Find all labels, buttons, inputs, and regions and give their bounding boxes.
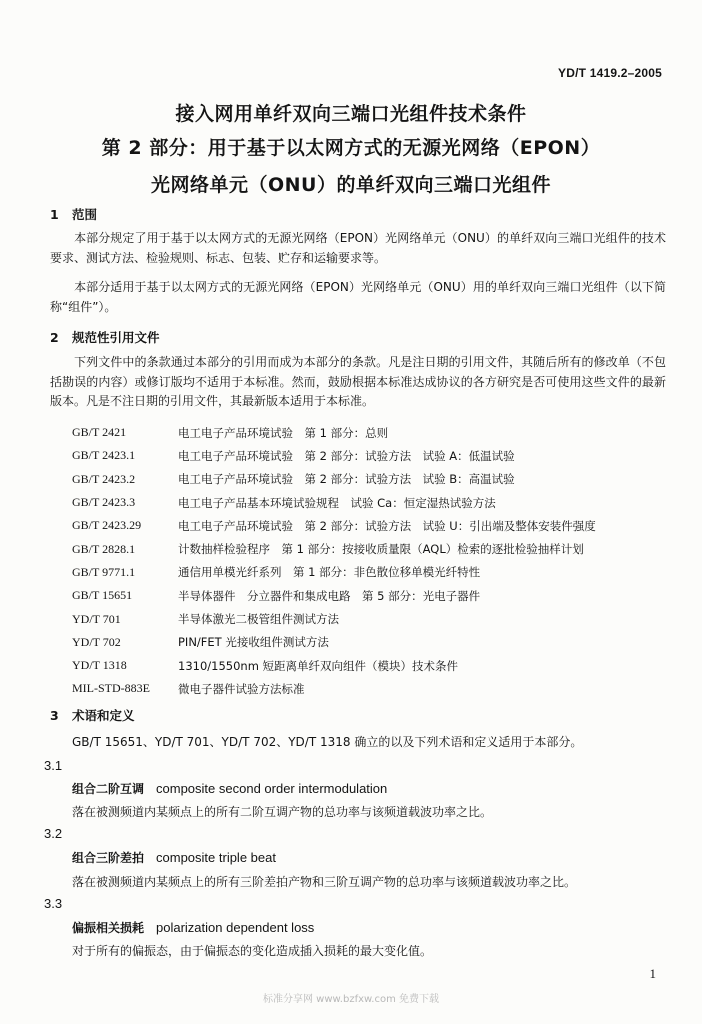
section-title: 术语和定义: [72, 708, 135, 723]
reference-code: YD/T 701: [72, 611, 121, 626]
scope-paragraph-1: [50, 229, 666, 268]
reference-code: YD/T 1318: [72, 658, 127, 673]
reference-code: GB/T 15651: [72, 588, 133, 603]
reference-item: [72, 421, 672, 444]
section-title: 规范性引用文件: [72, 330, 160, 345]
reference-code: GB/T 9771.1: [72, 564, 136, 579]
reference-item: [72, 537, 672, 560]
term-name-en: composite triple beat: [156, 850, 276, 865]
reference-item: [72, 444, 672, 467]
term-name-cn: 组合三阶差拍: [72, 851, 145, 865]
page-number: 1: [649, 966, 656, 981]
term-definition: 落在被测频道内某频点上的所有二阶互调产物的总功率与该频道载波功率之比。: [72, 805, 493, 819]
reference-code: GB/T 2828.1: [72, 541, 136, 556]
reference-item: [72, 677, 672, 700]
term-number: 3.2: [44, 826, 63, 841]
title-line-1: 接入网用单纤双向三端口光组件技术条件: [175, 103, 527, 125]
reference-title: 电工电子产品环境试验 第 2 部分：试验方法 试验 A：低温试验: [178, 448, 515, 463]
reference-title: 电工电子产品环境试验 第 2 部分：试验方法 试验 U：引出端及整体安装件强度: [178, 518, 596, 533]
term-heading: [72, 780, 387, 797]
scope-paragraph-text: 本部分规定了用于基于以太网方式的无源光网络（EPON）光网络单元（ONU）的单纤双向三端口光组件的技术要求、测试方法、检验规则、标志、包装、贮存和运输要求等。: [50, 231, 666, 265]
reference-title: PIN/FET 光接收组件测试方法: [178, 635, 329, 650]
watermark: 标准分享网 www.bzfxw.com 免费下载: [263, 994, 439, 1005]
reference-code: GB/T 2423.29: [72, 518, 142, 533]
section-heading-scope: [50, 205, 97, 223]
section-number: 1: [50, 207, 59, 222]
section-heading-normative-refs: [50, 328, 160, 346]
term-number: 3.1: [44, 758, 63, 773]
section-title: 范围: [72, 207, 98, 222]
reference-code: MIL-STD-883E: [72, 681, 150, 696]
scope-paragraph-text: 本部分适用于基于以太网方式的无源光网络（EPON）光网络单元（ONU）用的单纤双向三端口光组件（以下简称“组件”）。: [50, 280, 666, 314]
term-definition: 落在被测频道内某频点上的所有三阶差拍产物和三阶互调产物的总功率与该频道载波功率之比。: [72, 875, 577, 889]
section-heading-terms: [50, 706, 135, 724]
reference-title: 电工电子产品环境试验 第 1 部分：总则: [178, 425, 389, 440]
reference-item: [72, 584, 672, 607]
standard-code: YD/T 1419.2–2005: [558, 66, 662, 80]
term-number: 3.3: [44, 896, 63, 911]
reference-item: [72, 607, 672, 630]
terms-intro: [72, 733, 672, 753]
term-name-en: polarization dependent loss: [156, 920, 315, 935]
reference-code: GB/T 2423.3: [72, 495, 136, 510]
reference-item: [72, 514, 672, 537]
terms-intro-text: GB/T 15651、YD/T 701、YD/T 702、YD/T 1318 确立的以及下列术语和定义适用于本部分。: [72, 735, 583, 749]
reference-item: [72, 468, 672, 491]
reference-item: [72, 631, 672, 654]
term-definition: 对于所有的偏振态，由于偏振态的变化造成插入损耗的最大变化值。: [72, 944, 433, 958]
reference-code: GB/T 2423.2: [72, 471, 136, 486]
reference-list: [72, 421, 672, 701]
normative-refs-intro: [50, 353, 666, 412]
term-name-cn: 偏振相关损耗: [72, 921, 145, 935]
term-name-en: composite second order intermodulation: [156, 781, 388, 796]
reference-title: 1310/1550nm 短距离单纤双向组件（模块）技术条件: [178, 658, 459, 673]
normative-refs-intro-text: 下列文件中的条款通过本部分的引用而成为本部分的条款。凡是注日期的引用文件，其随后所有的修改单（不包括勘误的内容）或修订版均不适用于本标准。然而，鼓励根据本标准达成协议的各方研究是否可使用这些文件的最新版本。凡是不注日期的引用文件，其最新版本适用于本标准。: [50, 355, 666, 408]
term-name-cn: 组合二阶互调: [72, 782, 145, 796]
reference-title: 计数抽样检验程序 第 1 部分：按接收质量限（AQL）检索的逐批检验抽样计划: [178, 542, 584, 557]
reference-title: 电工电子产品基本环境试验规程 试验 Ca：恒定湿热试验方法: [178, 495, 496, 510]
title-line-2: 第 2 部分：用于基于以太网方式的无源光网络（EPON）: [101, 137, 601, 159]
reference-item: [72, 561, 672, 584]
reference-title: 通信用单模光纤系列 第 1 部分：非色散位移单模光纤特性: [178, 565, 481, 580]
reference-item: [72, 491, 672, 514]
reference-title: 电工电子产品环境试验 第 2 部分：试验方法 试验 B：高温试验: [178, 472, 515, 487]
section-number: 3: [50, 708, 59, 723]
reference-item: [72, 654, 672, 677]
reference-code: YD/T 702: [72, 634, 121, 649]
scope-paragraph-2: [50, 278, 666, 317]
term-heading: [72, 919, 314, 936]
term-heading: [72, 849, 276, 866]
reference-code: GB/T 2423.1: [72, 448, 136, 463]
reference-title: 半导体器件 分立器件和集成电路 第 5 部分：光电子器件: [178, 588, 481, 603]
reference-title: 微电子器件试验方法标准: [178, 681, 305, 696]
reference-title: 半导体激光二极管组件测试方法: [178, 612, 339, 627]
section-number: 2: [50, 330, 59, 345]
reference-code: GB/T 2421: [72, 425, 127, 440]
title-line-3: 光网络单元（ONU）的单纤双向三端口光组件: [151, 174, 551, 196]
